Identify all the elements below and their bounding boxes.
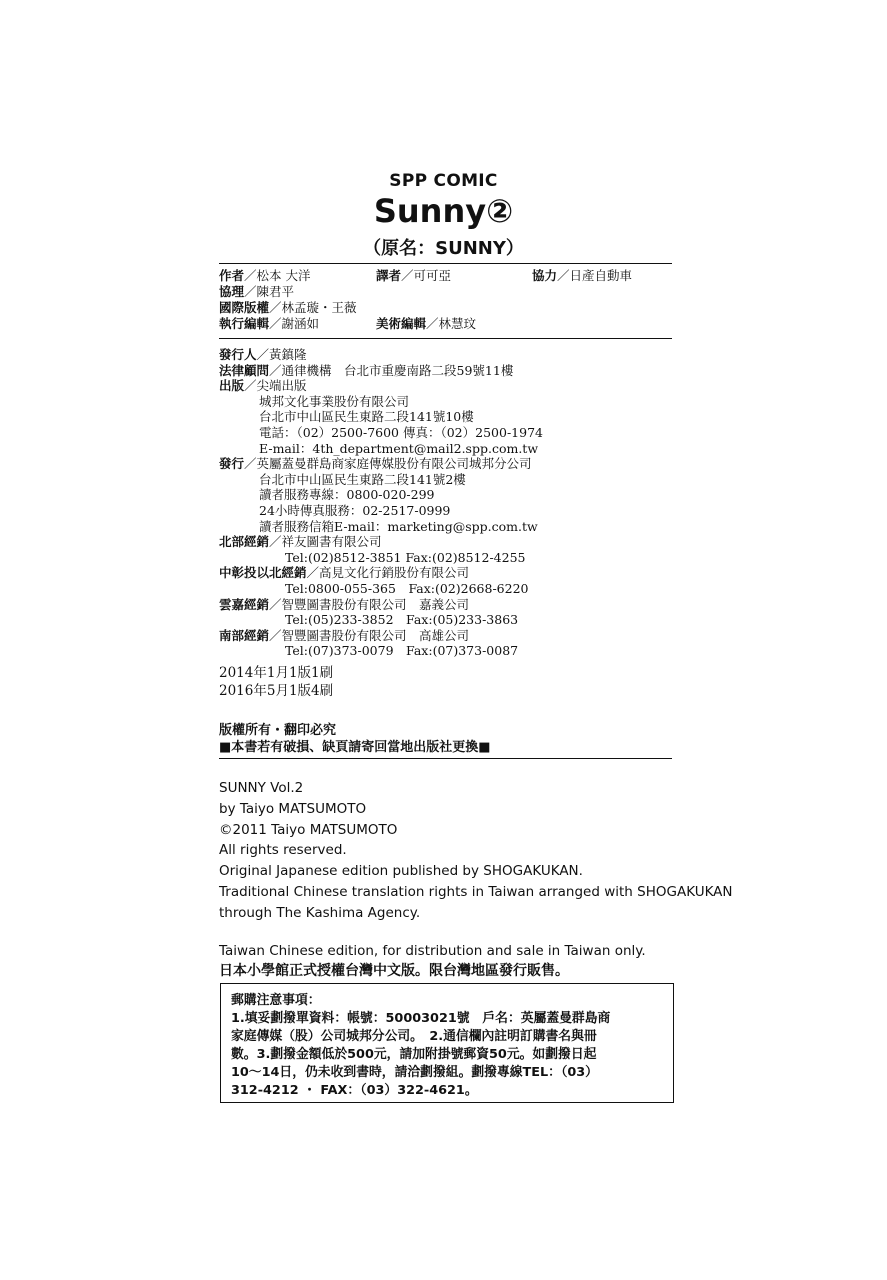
publisher-value: ／祥友圖書有限公司 [269, 534, 382, 550]
publisher-value: ／智豐圖書股份有限公司 高雄公司 [269, 627, 470, 643]
mail-order-title: 郵購注意事項： [231, 993, 321, 1008]
publisher-value: Tel:(07)373-0079 Fax:(07)373-0087 [285, 643, 519, 659]
divider-rights [219, 758, 672, 759]
english-line: by Taiyo MATSUMOTO [219, 800, 367, 817]
mail-order-notice [220, 983, 674, 1103]
edition-line: 2016年5月1版4刷 [219, 683, 334, 699]
credit-intl-rights [219, 300, 357, 316]
publisher-line [219, 394, 543, 410]
publisher-line [219, 363, 543, 379]
publisher-line [219, 534, 543, 550]
rights-line: ■本書若有破損、缺頁請寄回當地出版社更換■ [219, 740, 491, 755]
publisher-line [219, 581, 543, 597]
publisher-line [219, 456, 543, 472]
rights-notice [219, 722, 491, 756]
publisher-info [219, 347, 543, 659]
publisher-line [219, 487, 543, 503]
publisher-value: ／高見文化行銷股份有限公司 [306, 565, 470, 581]
english-line: Original Japanese edition published by SHOGAKUKAN. [219, 863, 583, 880]
credit-value: ／松本 大洋 [244, 268, 311, 283]
publisher-line [219, 550, 543, 566]
publisher-label: 雲嘉經銷 [219, 596, 270, 612]
book-title: Sunny② [373, 192, 514, 230]
publisher-value: 台北市中山區民生東路二段141號10樓 [259, 409, 474, 425]
publisher-value: 讀者服務專線：0800-020-299 [259, 487, 435, 503]
publisher-line [219, 347, 543, 363]
publisher-label: 法律顧問 [219, 362, 270, 378]
publisher-value: Tel:0800-055-365 Fax:(02)2668-6220 [285, 580, 529, 596]
publisher-line [219, 519, 543, 535]
credit-label: 作者 [219, 268, 245, 283]
publisher-label: 南部經銷 [219, 627, 270, 643]
publisher-value: 台北市中山區民生東路二段141號2樓 [259, 471, 466, 487]
publisher-line [219, 472, 543, 488]
publisher-value: 電話：（02）2500-7600 傳真：（02）2500-1974 [259, 424, 543, 440]
publisher-line [219, 565, 543, 581]
publisher-value: Tel:(02)8512-3851 Fax:(02)8512-4255 [285, 549, 526, 565]
taiwan-edition-zh: 日本小學館正式授權台灣中文版。限台灣地區發行販售。 [219, 963, 569, 979]
mail-order-line: 1.填妥劃撥單資料：帳號：50003021號 戶名：英屬蓋曼群島商 [231, 1011, 611, 1026]
publisher-line [219, 409, 543, 425]
rights-line: 版權所有・翻印必究 [219, 723, 337, 738]
credit-value: ／謝涵如 [269, 316, 320, 331]
series-name: SPP COMIC [389, 171, 498, 191]
publisher-line [219, 643, 543, 659]
taiwan-edition-en: Taiwan Chinese edition, for distribution and sale in Taiwan only. [219, 943, 646, 959]
publisher-value: 24小時傳真服務：02-2517-0999 [259, 502, 451, 518]
publisher-label: 北部經銷 [219, 534, 270, 550]
publisher-value: Tel:(05)233-3852 Fax:(05)233-3863 [285, 612, 519, 628]
english-copyright [219, 778, 733, 924]
publisher-line [219, 503, 543, 519]
credit-value: ／林孟璇・王薇 [269, 300, 357, 315]
credit-label: 譯者 [376, 268, 402, 283]
credit-art-editor [376, 316, 476, 332]
credit-label: 美術編輯 [376, 316, 427, 331]
publisher-value: ／尖端出版 [244, 378, 307, 394]
edition-line: 2014年1月1版1刷 [219, 665, 334, 681]
mail-order-line: 312-4212 ・ FAX：（03）322-4621。 [231, 1083, 478, 1098]
taiwan-edition [219, 941, 646, 981]
credit-exec-editor [219, 316, 319, 332]
publisher-label: 中彰投以北經銷 [219, 565, 307, 581]
divider-credits [219, 338, 672, 339]
publisher-line [219, 441, 543, 457]
publisher-value: 讀者服務信箱E-mail：marketing@spp.com.tw [259, 518, 538, 534]
publisher-value: ／智豐圖書股份有限公司 嘉義公司 [269, 596, 470, 612]
credit-label: 國際版權 [219, 300, 270, 315]
english-line: All rights reserved. [219, 842, 347, 859]
english-line: through The Kashima Agency. [219, 904, 421, 921]
english-line: ©2011 Taiyo MATSUMOTO [219, 821, 398, 838]
english-line: SUNNY Vol.2 [219, 780, 304, 796]
publisher-value: E-mail：4th_department@mail2.spp.com.tw [259, 440, 539, 456]
credit-author [219, 268, 311, 284]
mail-order-line: 家庭傳媒（股）公司城邦分公司。 2.通信欄內註明訂購書名與冊 [231, 1029, 597, 1044]
publisher-line [219, 612, 543, 628]
mail-order-line: 數。3.劃撥金額低於500元，請加附掛號郵資50元。如劃撥日起 [231, 1047, 597, 1062]
publisher-line [219, 425, 543, 441]
credit-cooperation [532, 268, 632, 284]
publisher-value: ／英屬蓋曼群島商家庭傳媒股份有限公司城邦分公司 [244, 456, 532, 472]
publisher-label: 發行人 [219, 347, 257, 362]
mail-order-line: 10〜14日，仍未收到書時，請洽劃撥組。劃撥專線TEL：（03） [231, 1065, 598, 1080]
publisher-label: 出版 [219, 378, 245, 394]
credit-value: ／陳君平 [244, 284, 295, 299]
publisher-value: ／黃鎮隆 [256, 347, 307, 362]
publisher-line [219, 597, 543, 613]
original-title: （原名：SUNNY） [363, 238, 524, 259]
english-line: Traditional Chinese translation rights in Taiwan arranged with SHOGAKUKAN [219, 883, 733, 900]
publisher-label: 發行 [219, 456, 245, 472]
credit-value: ／林慧玟 [426, 316, 477, 331]
publisher-line [219, 378, 543, 394]
edition-dates [219, 664, 333, 700]
publisher-line [219, 628, 543, 644]
credit-assistant [219, 284, 294, 300]
credit-label: 協理 [219, 284, 245, 299]
credit-value: ／可可亞 [401, 268, 452, 283]
publisher-value: ／通律機構 台北市重慶南路二段59號11樓 [269, 362, 514, 378]
divider-top [219, 263, 672, 264]
credit-label: 執行編輯 [219, 316, 270, 331]
publisher-value: 城邦文化事業股份有限公司 [259, 393, 410, 409]
credit-value: ／日產自動車 [557, 268, 633, 283]
credit-translator [376, 268, 451, 284]
credit-label: 協力 [532, 268, 558, 283]
